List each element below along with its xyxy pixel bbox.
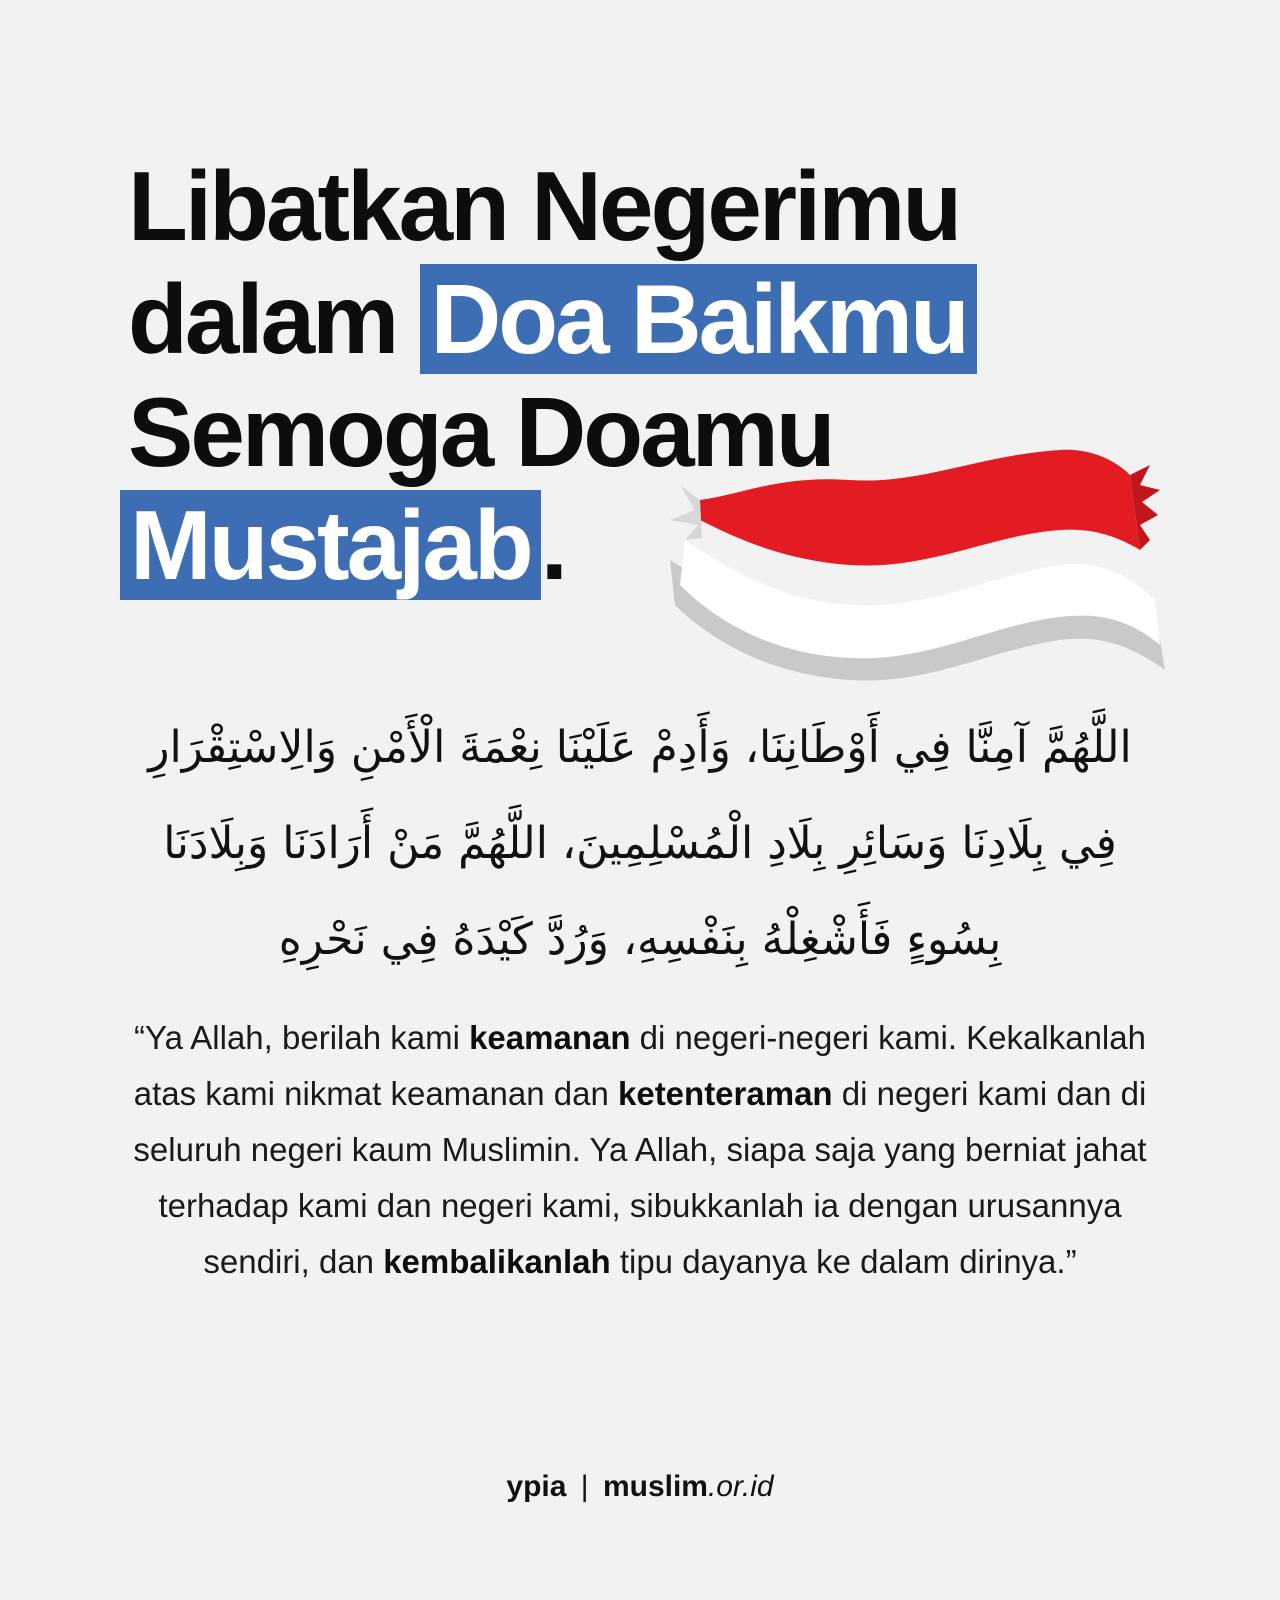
- headline-line-2: [128, 263, 1168, 376]
- headline-line-1: [128, 150, 1168, 263]
- translation-bold-kembalikanlah: kembalikanlah: [383, 1243, 611, 1280]
- translation-segment-3: di negeri kami dan di seluruh negeri kaum Muslimin. Ya Allah, siapa saja yang berniat jahat terhadap kami dan negeri kami, sibukkanlah ia dengan urusannya sendiri, dan: [133, 1075, 1147, 1280]
- footer-brand-ypia: ypia: [506, 1470, 567, 1503]
- flag-brush-left-edge: [670, 485, 702, 540]
- headline-highlight-doa-baikmu: Doa Baikmu: [420, 264, 976, 374]
- headline-period: .: [540, 490, 565, 600]
- translation-segment-2: di negeri-negeri kami. Kekalkanlah atas kami nikmat keamanan dan: [133, 1019, 1146, 1112]
- indonesia-flag-brush-icon: [660, 440, 1180, 700]
- footer-domain-suffix: .or.id: [707, 1470, 774, 1503]
- headline-highlight-mustajab: Mustajab: [120, 490, 541, 600]
- headline-text-2: dalam: [128, 264, 397, 374]
- footer-separator: |: [580, 1470, 589, 1503]
- headline-text-3: Semoga Doamu: [128, 377, 833, 487]
- headline-text-1: Libatkan Negerimu: [128, 151, 960, 261]
- translation-segment-1: “Ya Allah, berilah kami: [134, 1019, 470, 1056]
- translation-segment-4: tipu dayanya ke dalam dirinya.”: [610, 1243, 1077, 1280]
- footer-credit: [0, 1470, 1280, 1504]
- translation-bold-keamanan: keamanan: [469, 1019, 631, 1056]
- translation-bold-ketenteraman: ketenteraman: [617, 1075, 833, 1112]
- footer-brand-muslim: muslim: [602, 1470, 708, 1503]
- prayer-translation: [120, 1010, 1160, 1290]
- arabic-prayer-text: اللَّهُمَّ آمِنَّا فِي أَوْطَانِنَا، وَأَدِمْ عَلَيْنَا نِعْمَةَ الْأَمْنِ وَالِاسْتِقْرَارِ فِي بِلَادِنَا وَسَائِرِ بِلَادِ الْمُسْلِمِينَ، اللَّهُمَّ مَنْ أَرَادَنَا وَبِلَادَنَا بِسُوءٍ فَأَشْغِلْهُ بِنَفْسِهِ، وَرُدَّ كَيْدَهُ فِي نَحْرِهِ: [148, 722, 1132, 965]
- flag-red-band: [700, 450, 1140, 566]
